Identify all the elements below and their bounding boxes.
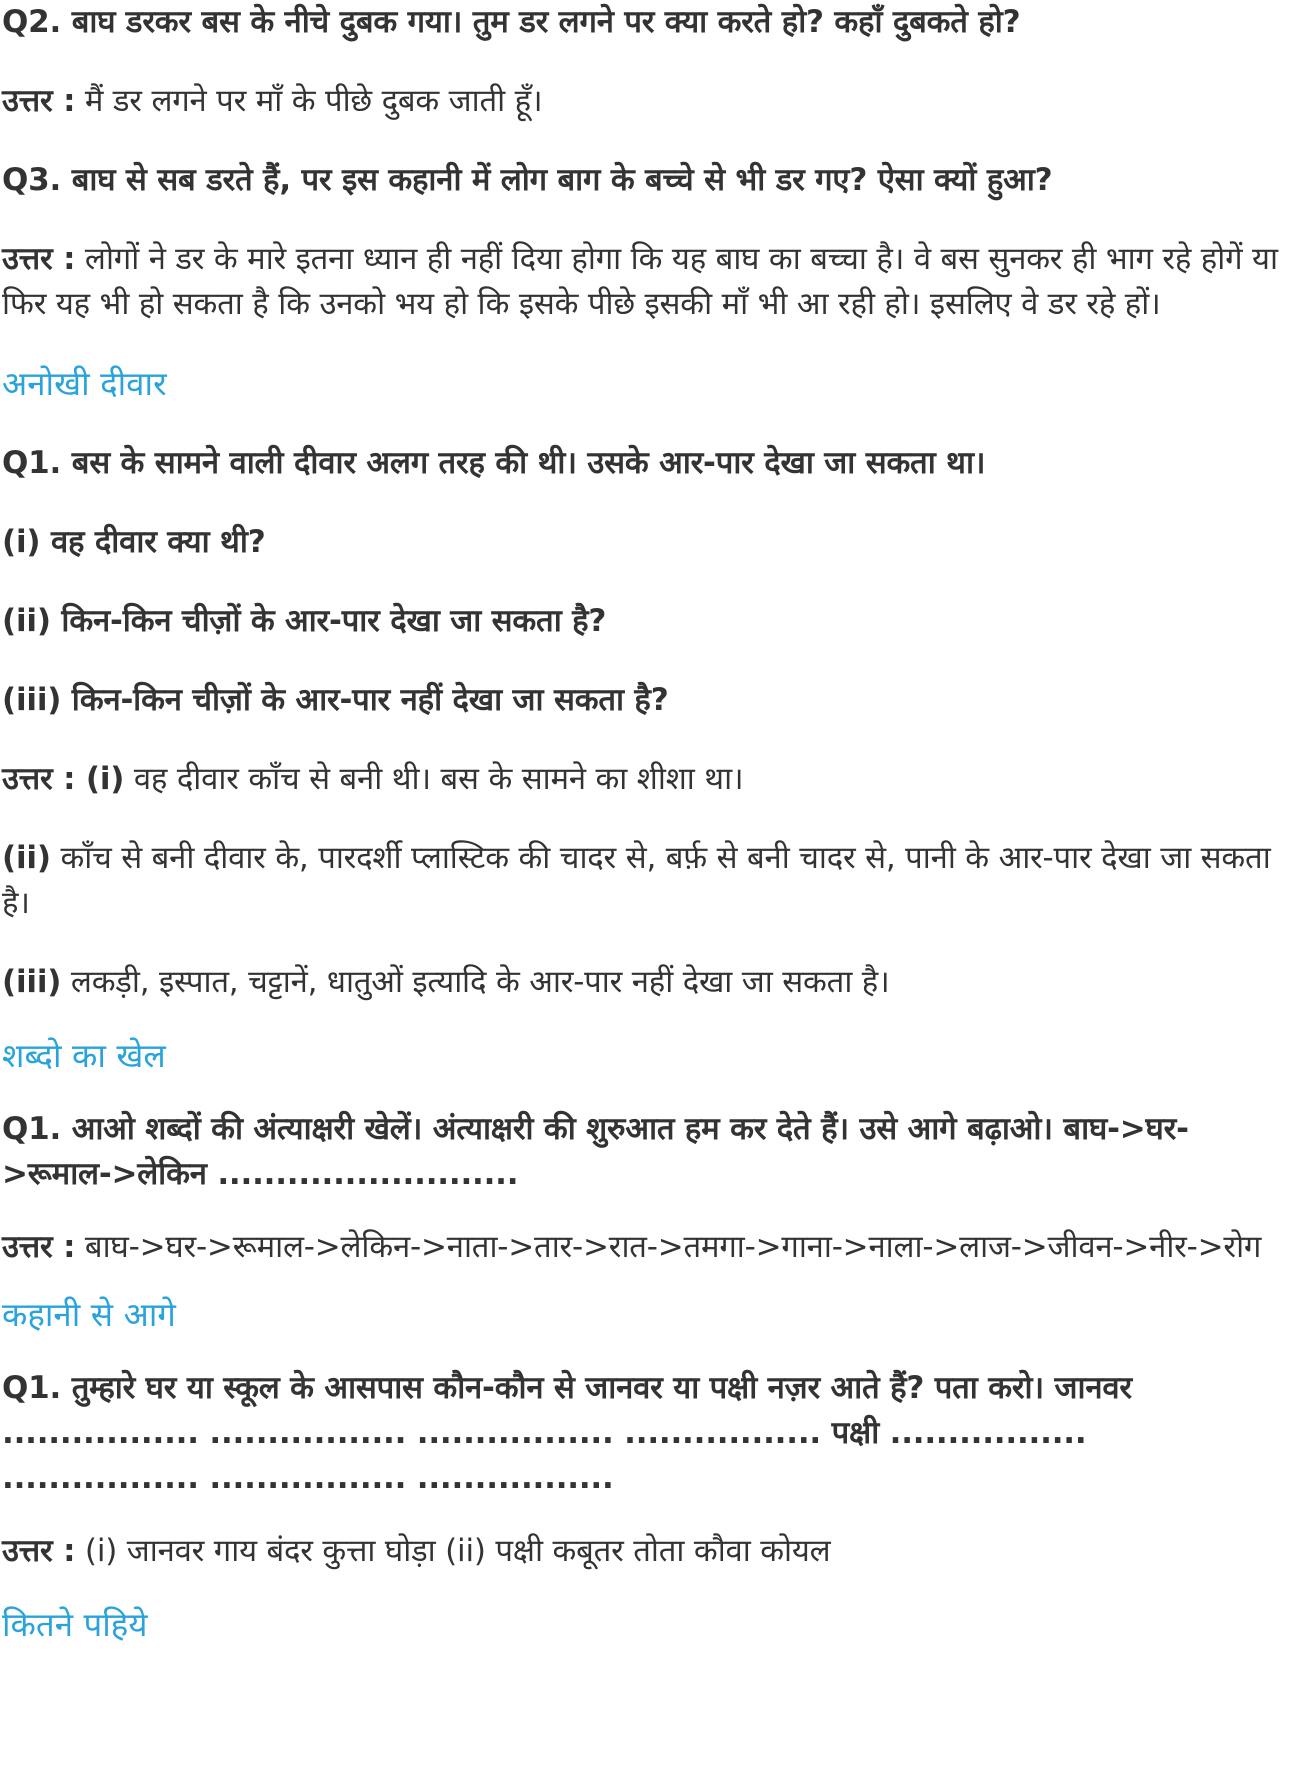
answer-label: (ii)	[2, 840, 51, 876]
answer-s2-ii	[2, 836, 1289, 926]
answer-label: उत्तर :	[2, 83, 76, 119]
question-s2-q1-iii: (iii) किन-किन चीज़ों के आर-पार नहीं देखा जा सकता है?	[2, 682, 669, 718]
answer-label: उत्तर : (i)	[2, 761, 125, 797]
question-s2-q1-ii: (ii) किन-किन चीज़ों के आर-पार देखा जा सकता है?	[2, 603, 607, 639]
section-heading-anokhi-deewar: अनोखी दीवार	[2, 364, 167, 403]
answer-q2	[2, 79, 1289, 124]
answer-text: मैं डर लगने पर माँ के पीछे दुबक जाती हूँ।	[75, 83, 543, 119]
answer-text: लोगों ने डर के मारे इतना ध्यान ही नहीं दिया होगा कि यह बाघ का बच्चा है। वे बस सुनकर ही भाग रहे होगें या फिर यह भी हो सकता है कि उनको भय हो कि इसके पीछे इसकी माँ भी आ रही हो। इसलिए वे डर रहे हों।	[2, 241, 1278, 322]
question-s4-q1: Q1. तुम्हारे घर या स्कूल के आसपास कौन-कौन से जानवर या पक्षी नज़र आते हैं? पता करो। जानवर ................. ................. ................. ................. पक्षी ................. ................. ................. .................	[2, 1370, 1132, 1496]
answer-label: उत्तर :	[2, 241, 76, 277]
answer-s4-q1	[2, 1529, 1289, 1574]
answer-q3	[2, 237, 1289, 327]
question-q3: Q3. बाघ से सब डरते हैं, पर इस कहानी में लोग बाग के बच्चे से भी डर गए? ऐसा क्यों हुआ?	[2, 162, 1053, 198]
answer-label: उत्तर :	[2, 1229, 76, 1265]
answer-text: काँच से बनी दीवार के, पारदर्शी प्लास्टिक की चादर से, बर्फ़ से बनी चादर से, पानी के आर-पार देखा जा सकता है।	[2, 840, 1271, 921]
question-q2: Q2. बाघ डरकर बस के नीचे दुबक गया। तुम डर लगने पर क्या करते हो? कहाँ दुबकते हो?	[2, 4, 1021, 40]
question-s2-q1: Q1. बस के सामने वाली दीवार अलग तरह की थी। उसके आर-पार देखा जा सकता था।	[2, 445, 986, 481]
answer-text: (i) जानवर गाय बंदर कुत्ता घोड़ा (ii) पक्षी कबूतर तोता कौवा कोयल	[75, 1533, 831, 1569]
answer-text: बाघ->घर->रूमाल->लेकिन->नाता->तार->रात->तमगा->गाना->नाला->लाज->जीवन->नीर->रोग	[75, 1229, 1262, 1265]
question-s2-q1-i: (i) वह दीवार क्या थी?	[2, 524, 266, 560]
answer-label: उत्तर :	[2, 1533, 76, 1569]
section-heading-kahani-se-aage: कहानी से आगे	[2, 1295, 176, 1334]
section-heading-kitne-pahiye: कितने पहिये	[2, 1605, 148, 1644]
section-heading-shabdo-ka-khel: शब्दो का खेल	[2, 1036, 166, 1075]
answer-label: (iii)	[2, 964, 62, 1000]
answer-s3-q1	[2, 1225, 1289, 1270]
answer-s2-i	[2, 757, 1289, 802]
question-s3-q1: Q1. आओ शब्दों की अंत्याक्षरी खेलें। अंत्याक्षरी की शुरुआत हम कर देते हैं। उसे आगे बढ़ाओ। बाघ->घर->रूमाल->लेकिन ..........................	[2, 1111, 1189, 1192]
answer-text: वह दीवार काँच से बनी थी। बस के सामने का शीशा था।	[124, 761, 744, 797]
answer-text: लकड़ी, इस्पात, चट्टानें, धातुओं इत्यादि के आर-पार नहीं देखा जा सकता है।	[61, 964, 890, 1000]
answer-s2-iii	[2, 960, 1289, 1005]
